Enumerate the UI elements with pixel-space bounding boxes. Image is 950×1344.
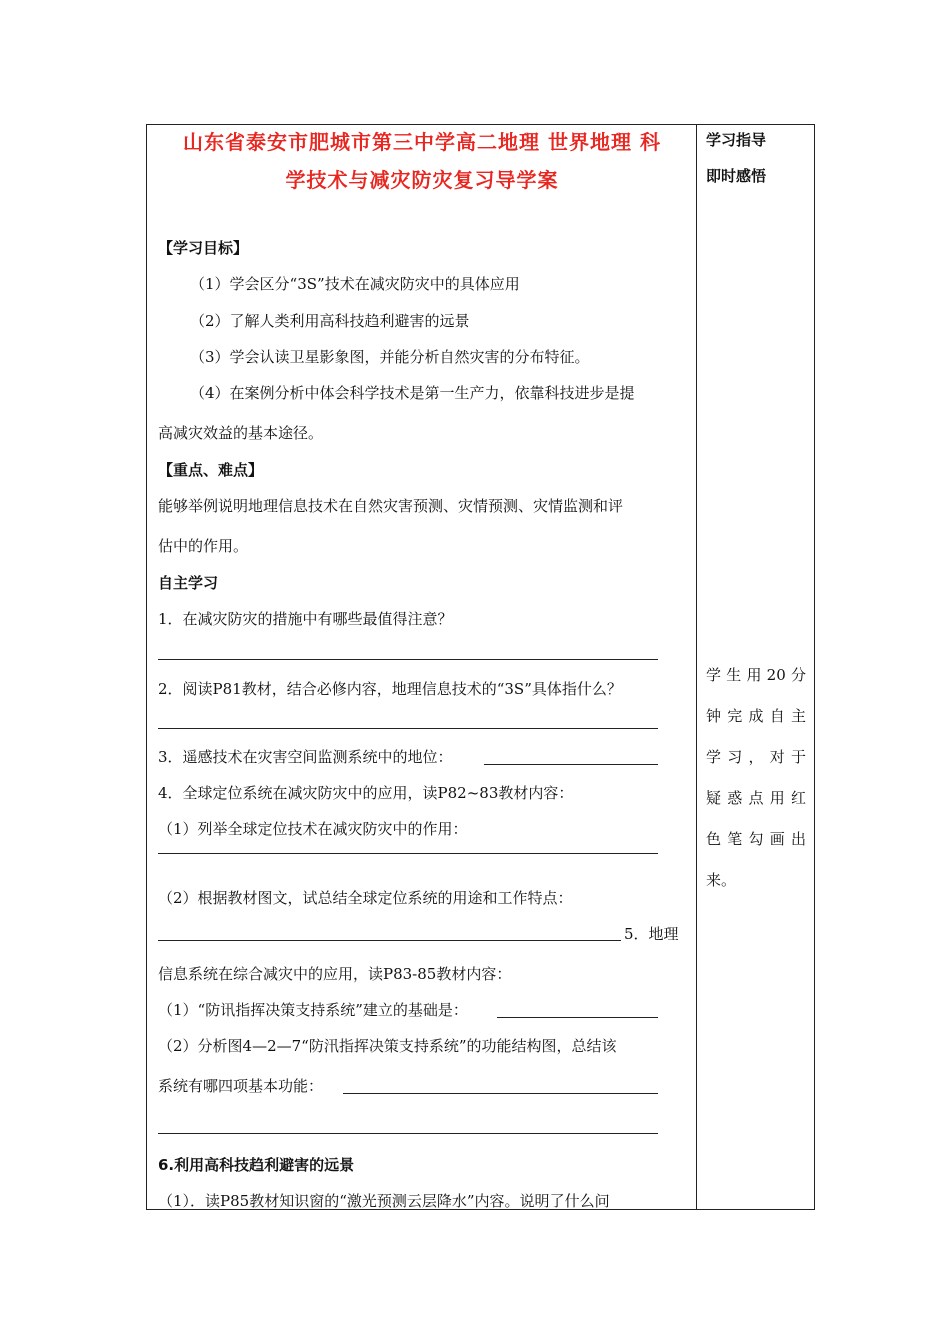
answer-line: [158, 659, 658, 660]
objective-item: （2）了解人类利用高科技趋利避害的远景: [190, 312, 470, 330]
objective-item-cont: 高减灾效益的基本途径。: [158, 424, 324, 442]
question-5-start: 5．地理: [624, 925, 679, 943]
question-4: 4．全球定位系统在减灾防灾中的应用，读P82~83教材内容：: [158, 784, 574, 802]
side-tip-line: 学习，对于: [706, 748, 806, 766]
key-points-heading: 【重点、难点】: [158, 461, 264, 479]
side-header-guidance: 学习指导: [706, 131, 767, 149]
answer-line: [497, 1017, 658, 1018]
question-1: 1．在减灾防灾的措施中有哪些最值得注意？: [158, 610, 453, 628]
answer-line: [484, 764, 658, 765]
question-6-1: （1）．读P85教材知识窗的“激光预测云层降水”内容。说明了什么问: [158, 1192, 610, 1210]
section-6-heading: 6.利用高科技趋利避害的远景: [158, 1156, 355, 1174]
side-tip: [706, 655, 806, 901]
key-points-text: 能够举例说明地理信息技术在自然灾害预测、灾情预测、灾情监测和评: [158, 497, 624, 515]
objective-item: （4）在案例分析中体会科学技术是第一生产力，依靠科技进步是提: [190, 384, 635, 402]
answer-line: [343, 1093, 658, 1094]
answer-line: [158, 853, 658, 854]
question-5: 信息系统在综合减灾中的应用，读P83-85教材内容：: [158, 965, 512, 983]
side-tip-line: 学生用20分: [706, 666, 806, 684]
page-title-line2: 学技术与减灾防灾复习导学案: [285, 168, 559, 192]
objective-item: （3）学会认读卫星影象图，并能分析自然灾害的分布特征。: [190, 348, 590, 366]
answer-line: [158, 940, 621, 941]
side-tip-line: 疑惑点用红: [706, 789, 806, 807]
side-tip-line: 色笔勾画出: [706, 830, 806, 848]
question-2: 2．阅读P81教材，结合必修内容，地理信息技术的“3S”具体指什么？: [158, 680, 622, 698]
question-5-2-cont: 系统有哪四项基本功能：: [158, 1077, 324, 1095]
answer-line: [158, 728, 658, 729]
question-4-2: （2）根据教材图文，试总结全球定位系统的用途和工作特点：: [158, 889, 573, 907]
key-points-text: 估中的作用。: [158, 537, 249, 555]
answer-line: [158, 1133, 658, 1134]
side-header-reflection: 即时感悟: [706, 167, 767, 185]
question-3: 3．遥感技术在灾害空间监测系统中的地位：: [158, 748, 453, 766]
side-tip-line: 来。: [706, 871, 737, 889]
page-title-line1: 山东省泰安市肥城市第三中学高二地理 世界地理 科: [183, 130, 661, 154]
column-divider: [696, 124, 697, 1210]
self-study-heading: 自主学习: [158, 574, 219, 592]
side-tip-line: 钟完成自主: [706, 707, 806, 725]
question-5-1: （1）“防讯指挥决策支持系统”建立的基础是：: [158, 1001, 468, 1019]
question-4-1: （1）列举全球定位技术在减灾防灾中的作用：: [158, 820, 468, 838]
objectives-heading: 【学习目标】: [158, 239, 249, 257]
objective-item: （1）学会区分“3S”技术在减灾防灾中的具体应用: [190, 275, 520, 293]
question-5-2: （2）分析图4—2—7“防汛指挥决策支持系统”的功能结构图，总结该: [158, 1037, 617, 1055]
